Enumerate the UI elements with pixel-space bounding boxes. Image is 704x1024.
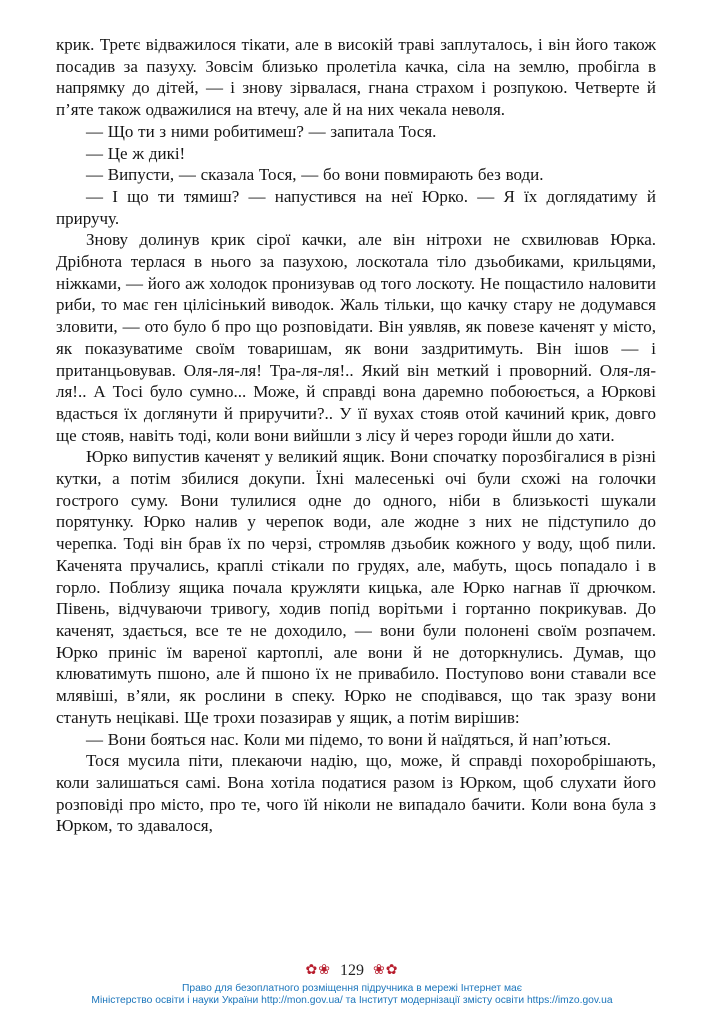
paragraph: — І що ти тямиш? — напустився на неї Юрко. — Я їх доглядатиму й приручу. — [56, 186, 656, 228]
copyright-block — [0, 983, 704, 1008]
text-block — [56, 34, 656, 837]
paragraph: крик. Третє відважилося тікати, але в високій траві заплуталось, і він його також посадив за пазуху. Зовсім близько пролетіла качка, сіла на землю, пробігла в напрямку до дітей, — і знову зірвалася, гнана страхом і розпукою. Четверте й п’яте також одважилися на втечу, але й на них чекала неволя. — [56, 35, 656, 120]
floral-ornament-icon: ✿❀ — [305, 962, 331, 978]
paragraph: — Вони бояться нас. Коли ми підемо, то вони й наїдяться, й нап’ються. — [86, 729, 611, 749]
paragraph: Тося мусила піти, плекаючи надію, що, може, й справді похоробрішають, коли залишаться самі. Вона хотіла податися разом із Юрком, щоб слухати його розповіді про місто, про те, чого їй ніколи не випадало бачити. Коли вона була з Юрком, то здавалося, — [56, 751, 656, 836]
page-footer — [0, 962, 704, 1008]
paragraph: — Випусти, — сказала Тося, — бо вони повмирають без води. — [86, 165, 544, 185]
copyright-line-2: Міністерство освіти і науки України http://mon.gov.ua/ та Інститут модернізації змісту освіти https://imzo.gov.ua — [91, 995, 613, 1007]
paragraph: — Це ж дикі! — [86, 143, 186, 163]
page-number: 129 — [340, 961, 364, 979]
floral-ornament-icon: ❀✿ — [373, 962, 399, 978]
paragraph: Юрко випустив каченят у великий ящик. Вони спочатку порозбігалися в різні кутки, а потім збилися докупи. Їхні малесенькі очі були схожі на голочки гострого суму. Вони тулилися одне до одного, ніби в близькості шукали порятунку. Юрко налив у черепок води, але жодне з них не підступило до черепка. Тоді він брав їх по черзі, стромляв дзьобик кожного у воду, щоб пили. Каченята пручались, краплі стікали по грудях, але, мабуть, щось попадало і в горло. Поблизу ящика почала кружляти кицька, але Юрко нагнав її дрючком. Півень, відчуваючи тривогу, ходив попід ворітьми і гортанно покрикував. До каченят, здається, все те не доходило, — вони були полонені своїм розпачем. Юрко приніс їм вареної картоплі, але вони й не доторкнулись. Думав, що клюватимуть пшоно, але й пшоно їх не привабило. Поступово вони ставали все млявіші, в’яли, як рослини в спеку. Юрко не сподівався, що так зразу вони стануть нецікаві. Ще трохи позазирав у ящик, а потім вирішив: — [56, 447, 656, 727]
paragraph: Знову долинув крик сірої качки, але він нітрохи не схвилював Юрка. Дрібнота терлася в нього за пазухою, лоскотала тіло дзьобиками, крильцями, ніжками, — його аж холодок пронизував од того лоскоту. Не пощастило наловити риби, то має ген цілісінький виводок. Жаль тільки, що качку стару не додумався зловити, — ото було б про що розповідати. Він уявляв, як повезе каченят у місто, як показуватиме своїм товаришам, як вони заздритимуть. Він ішов — і пританцьовував. Оля-ля-ля! Тра-ля-ля!.. Який він меткий і проворний. Оля-ля-ля!.. А Тосі було сумно... Може, й справді вона даремно побоюється, а Юркові вдасться їх доглянути й приручити?.. У її вухах стояв отой качиний крик, довго ще стояв, навіть тоді, коли вони вийшли з лісу й через городи йшли до хати. — [56, 230, 656, 445]
paragraph: — Що ти з ними робитимеш? — запитала Тося. — [86, 121, 437, 141]
page-number-row — [0, 962, 704, 980]
copyright-line-1: Право для безоплатного розміщення підручника в мережі Інтернет має — [181, 982, 523, 994]
